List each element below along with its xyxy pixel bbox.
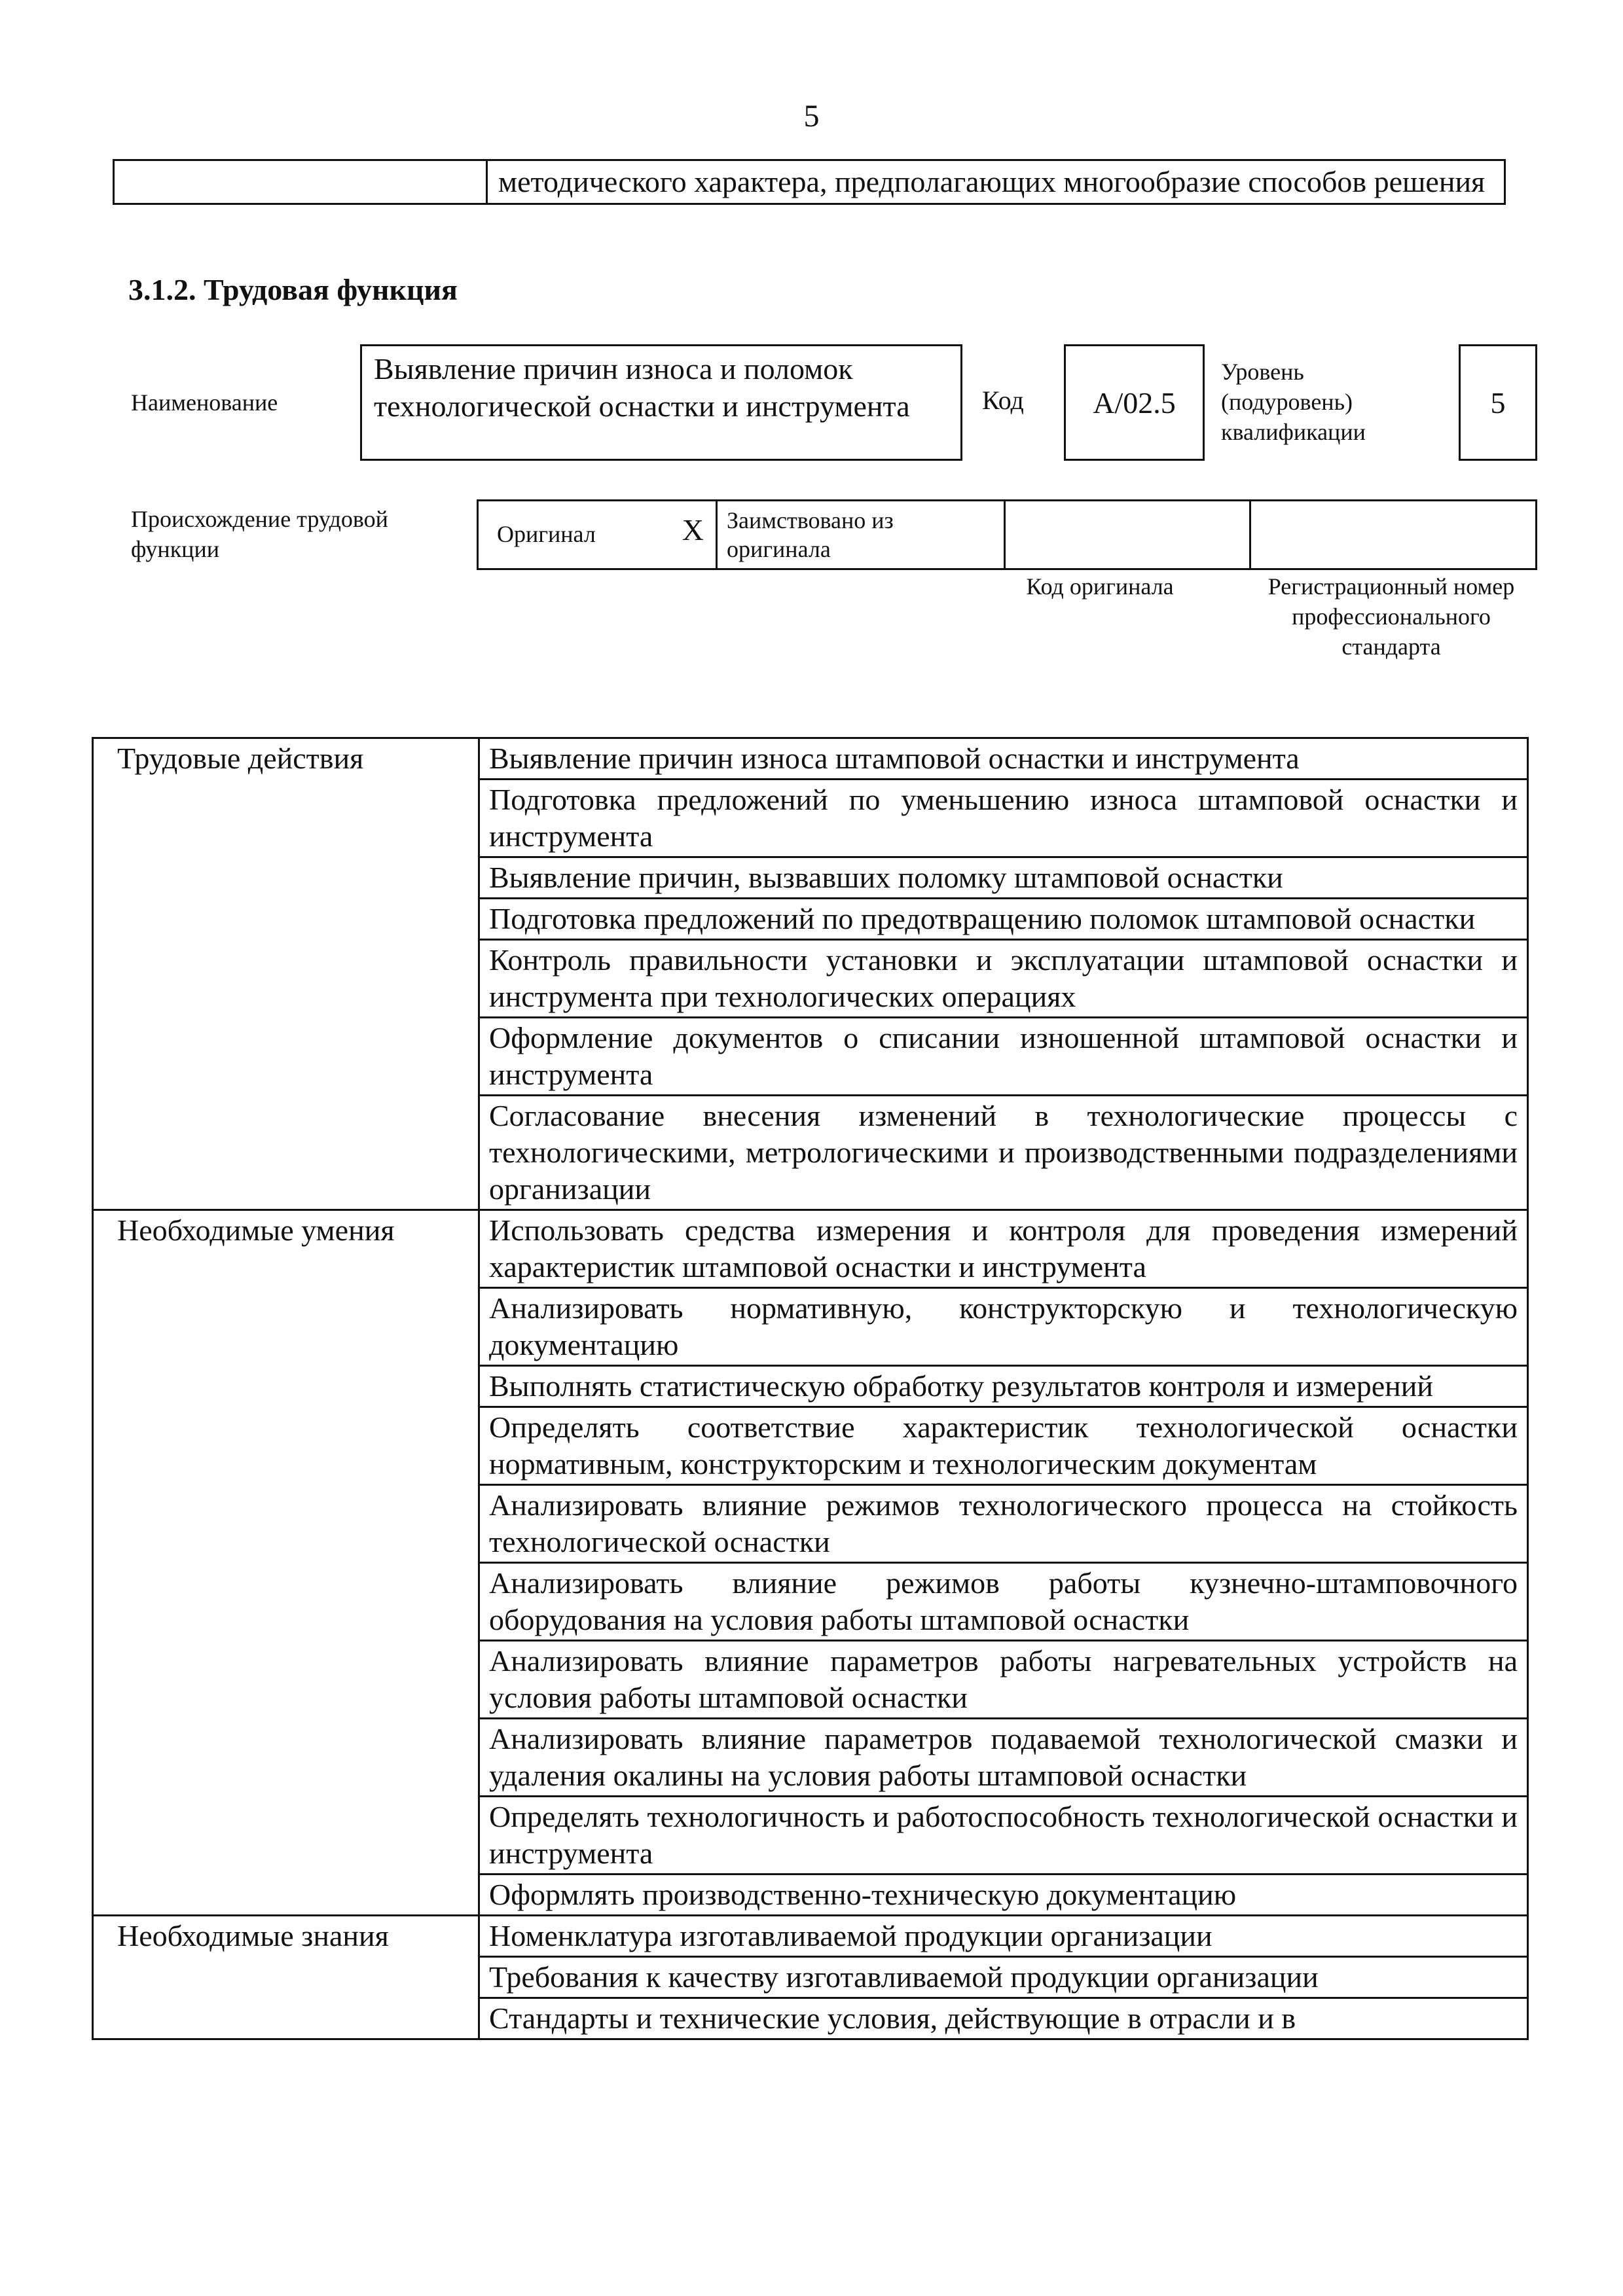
origin-label: Происхождение трудовой функции (131, 506, 388, 562)
qualification-level-field: 5 (1459, 344, 1537, 461)
table-row (93, 1916, 1528, 1957)
labour-actions-header: Трудовые действия (93, 738, 479, 1210)
table-row (114, 160, 1505, 204)
required-skills-item: Определять технологичность и работоспособность технологической оснастки и инструмента (479, 1797, 1528, 1874)
origin-original-mark: Х (682, 513, 704, 547)
name-label: Наименование (131, 389, 278, 416)
continuation-text: методического характера, предполагающих многообразие способов решения (487, 160, 1505, 204)
continuation-table (113, 159, 1506, 205)
continuation-empty-cell (114, 160, 487, 204)
labour-actions-item: Согласование внесения изменений в технологические процессы с технологическими, метрологическими и производственными подразделениями организации (479, 1096, 1528, 1210)
function-details-body (93, 738, 1528, 2039)
code-original-caption: Код оригинала (1026, 573, 1174, 600)
code-label: Код (982, 386, 1024, 415)
section-title: 3.1.2. Трудовая функция (128, 273, 458, 306)
required-skills-item: Анализировать влияние параметров подаваемой технологической смазки и удаления окалины на условия работы штамповой оснастки (479, 1719, 1528, 1797)
origin-original-label: Оригинал (497, 521, 596, 547)
origin-registration-cell (1250, 501, 1537, 569)
origin-borrowed-cell: Заимствовано из оригинала (717, 501, 1005, 569)
required-skills-item: Выполнять статистическую обработку результатов контроля и измерений (479, 1366, 1528, 1407)
qualification-level-label: Уровень (подуровень) квалификации (1221, 359, 1366, 445)
labour-actions-item: Контроль правильности установки и эксплуатации штамповой оснастки и инструмента при технологических операциях (479, 940, 1528, 1018)
labour-actions-item: Подготовка предложений по уменьшению износа штамповой оснастки и инструмента (479, 780, 1528, 857)
required-skills-item: Оформлять производственно-техническую документацию (479, 1874, 1528, 1916)
table-row (93, 738, 1528, 780)
labour-actions-item: Выявление причин износа штамповой оснастки и инструмента (479, 738, 1528, 780)
page-number: 5 (803, 99, 820, 134)
registration-number-caption: Регистрационный номер профессионального стандарта (1267, 573, 1515, 660)
function-code-field: А/02.5 (1064, 344, 1205, 461)
origin-code-cell (1005, 501, 1250, 569)
origin-original-cell (478, 501, 717, 569)
table-row (93, 1210, 1528, 1288)
table-row (478, 501, 1537, 569)
required-knowledge-item: Стандарты и технические условия, действующие в отрасли и в (479, 1998, 1528, 2039)
labour-actions-item: Оформление документов о списании изношенной штамповой оснастки и инструмента (479, 1018, 1528, 1096)
required-skills-header: Необходимые умения (93, 1210, 479, 1916)
required-skills-item: Использовать средства измерения и контроля для проведения измерений характеристик штамповой оснастки и инструмента (479, 1210, 1528, 1288)
required-knowledge-header: Необходимые знания (93, 1916, 479, 2039)
required-knowledge-item: Требования к качеству изготавливаемой продукции организации (479, 1957, 1528, 1998)
required-skills-item: Определять соответствие характеристик технологической оснастки нормативным, конструкторским и технологическим документам (479, 1407, 1528, 1485)
required-skills-item: Анализировать влияние режимов работы кузнечно-штамповочного оборудования на условия работы штамповой оснастки (479, 1563, 1528, 1641)
required-skills-item: Анализировать влияние параметров работы нагревательных устройств на условия работы штамповой оснастки (479, 1641, 1528, 1719)
labour-actions-item: Выявление причин, вызвавших поломку штамповой оснастки (479, 857, 1528, 899)
required-knowledge-item: Номенклатура изготавливаемой продукции организации (479, 1916, 1528, 1957)
required-skills-item: Анализировать нормативную, конструкторскую и технологическую документацию (479, 1288, 1528, 1366)
function-name-field: Выявление причин износа и поломок технологической оснастки и инструмента (360, 344, 962, 461)
labour-actions-item: Подготовка предложений по предотвращению поломок штамповой оснастки (479, 899, 1528, 940)
required-skills-item: Анализировать влияние режимов технологического процесса на стойкость технологической оснастки (479, 1485, 1528, 1563)
function-details-table (92, 737, 1529, 2040)
origin-table (477, 499, 1537, 570)
